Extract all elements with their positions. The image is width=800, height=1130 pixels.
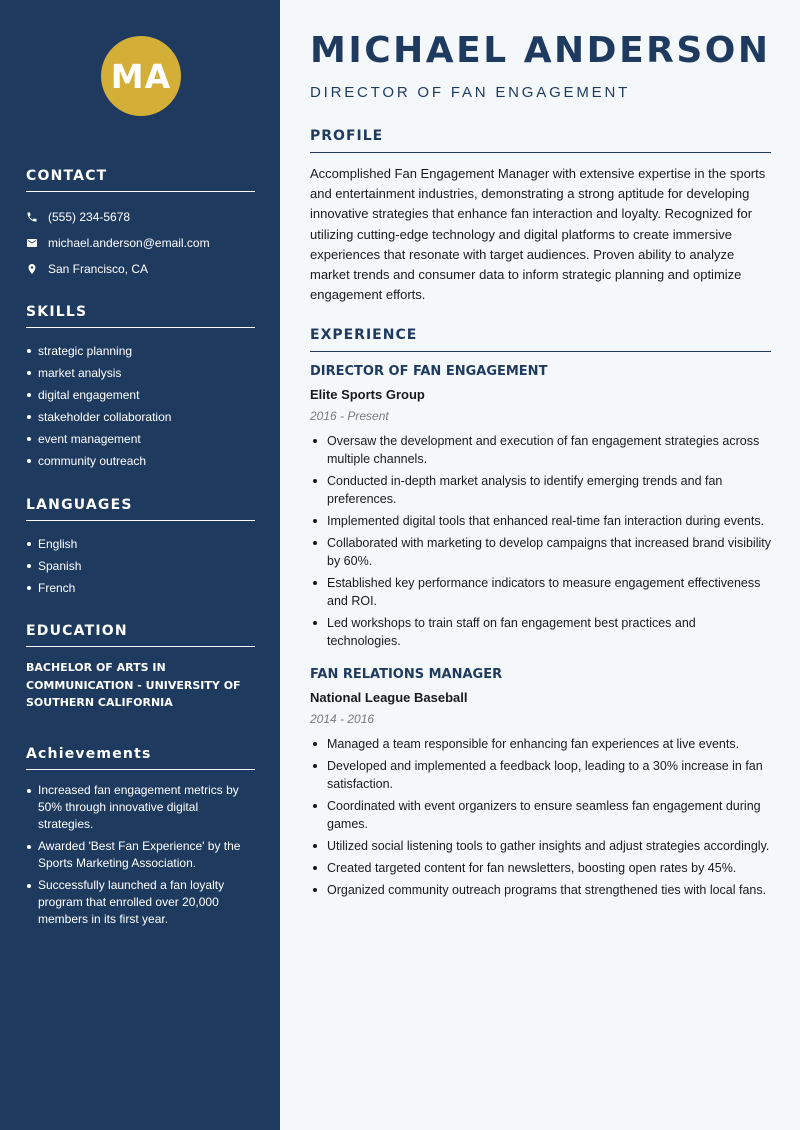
- achievements-list: [26, 782, 255, 928]
- job-bullet: Developed and implemented a feedback loop, leading to a 30% increase in fan satisfaction.: [310, 757, 771, 793]
- contact-phone-row: [26, 204, 255, 230]
- job-entry: [310, 363, 771, 650]
- contact-section: [26, 168, 255, 282]
- education-degree: BACHELOR OF ARTS IN COMMUNICATION - UNIVERSITY OF SOUTHERN CALIFORNIA: [26, 661, 241, 709]
- sidebar: [0, 0, 280, 1130]
- job-bullet: Implemented digital tools that enhanced real-time fan interaction during events.: [310, 512, 771, 530]
- achievement-item: Awarded 'Best Fan Experience' by the Sports Marketing Association.: [26, 838, 255, 872]
- job-title: FAN RELATIONS MANAGER: [310, 667, 503, 682]
- skill-item: event management: [26, 428, 255, 450]
- candidate-role: DIRECTOR OF FAN ENGAGEMENT: [310, 84, 631, 101]
- education-heading: EDUCATION: [26, 623, 255, 647]
- job-bullets: [310, 432, 771, 650]
- skill-item: community outreach: [26, 450, 255, 472]
- language-item: English: [26, 533, 255, 555]
- language-item: French: [26, 577, 255, 599]
- email-icon: [26, 237, 48, 249]
- languages-heading: LANGUAGES: [26, 497, 255, 521]
- contact-location: San Francisco, CA: [48, 262, 149, 276]
- languages-list: [26, 533, 255, 599]
- experience-heading: EXPERIENCE: [310, 327, 771, 352]
- contact-heading: CONTACT: [26, 168, 255, 192]
- job-bullet: Coordinated with event organizers to ensure seamless fan engagement during games.: [310, 797, 771, 833]
- job-company: National League Baseball: [310, 690, 468, 705]
- job-bullet: Utilized social listening tools to gather insights and adjust strategies accordingly.: [310, 837, 771, 855]
- skill-item: digital engagement: [26, 384, 255, 406]
- job-bullet: Organized community outreach programs that strengthened ties with local fans.: [310, 881, 771, 899]
- achievement-item: Successfully launched a fan loyalty program that enrolled over 20,000 members in its first year.: [26, 877, 255, 928]
- contact-email-row: [26, 230, 255, 256]
- achievements-section: [26, 746, 255, 933]
- avatar-initials: MA: [101, 36, 181, 116]
- job-title: DIRECTOR OF FAN ENGAGEMENT: [310, 364, 548, 379]
- skill-item: market analysis: [26, 362, 255, 384]
- job-dates: 2014 - 2016: [310, 712, 375, 726]
- skill-item: stakeholder collaboration: [26, 406, 255, 428]
- achievement-item: Increased fan engagement metrics by 50% through innovative digital strategies.: [26, 782, 255, 833]
- profile-heading: PROFILE: [310, 128, 771, 153]
- job-bullet: Managed a team responsible for enhancing fan experiences at live events.: [310, 735, 771, 753]
- profile-section: [310, 128, 771, 305]
- phone-icon: [26, 211, 48, 223]
- job-bullet: Oversaw the development and execution of fan engagement strategies across multiple channels.: [310, 432, 771, 468]
- contact-location-row: [26, 256, 255, 282]
- job-bullets: [310, 735, 771, 899]
- job-bullet: Led workshops to train staff on fan engagement best practices and technologies.: [310, 614, 771, 650]
- job-bullet: Established key performance indicators to measure engagement effectiveness and ROI.: [310, 574, 771, 610]
- languages-section: [26, 497, 255, 599]
- skills-heading: SKILLS: [26, 304, 255, 328]
- job-bullet: Collaborated with marketing to develop campaigns that increased brand visibility by 60%.: [310, 534, 771, 570]
- job-entry: [310, 666, 771, 899]
- experience-section: [310, 327, 771, 915]
- skill-item: strategic planning: [26, 340, 255, 362]
- job-bullet: Conducted in-depth market analysis to identify emerging trends and fan preferences.: [310, 472, 771, 508]
- profile-text: Accomplished Fan Engagement Manager with extensive expertise in the sports and entertainment industries, demonstrating a strong aptitude for developing innovative strategies that enhance fan interaction and loyalty. Recognized for utilizing cutting-edge technology and digital platforms to create immersive experiences that resonate with target audiences. Proven ability to analyze market trends and consumer data to inform strategic planning and optimize engagement efforts.: [310, 166, 766, 303]
- achievements-heading: Achievements: [26, 746, 255, 770]
- contact-email[interactable]: michael.anderson@email.com: [48, 236, 210, 250]
- language-item: Spanish: [26, 555, 255, 577]
- skills-list: [26, 340, 255, 472]
- job-dates: 2016 - Present: [310, 409, 389, 423]
- job-company: Elite Sports Group: [310, 387, 425, 402]
- job-bullet: Created targeted content for fan newsletters, boosting open rates by 45%.: [310, 859, 771, 877]
- education-section: [26, 623, 255, 712]
- candidate-name: MICHAEL ANDERSON: [310, 30, 771, 71]
- skills-section: [26, 304, 255, 472]
- contact-phone[interactable]: (555) 234-5678: [48, 210, 131, 224]
- location-pin-icon: [26, 263, 48, 275]
